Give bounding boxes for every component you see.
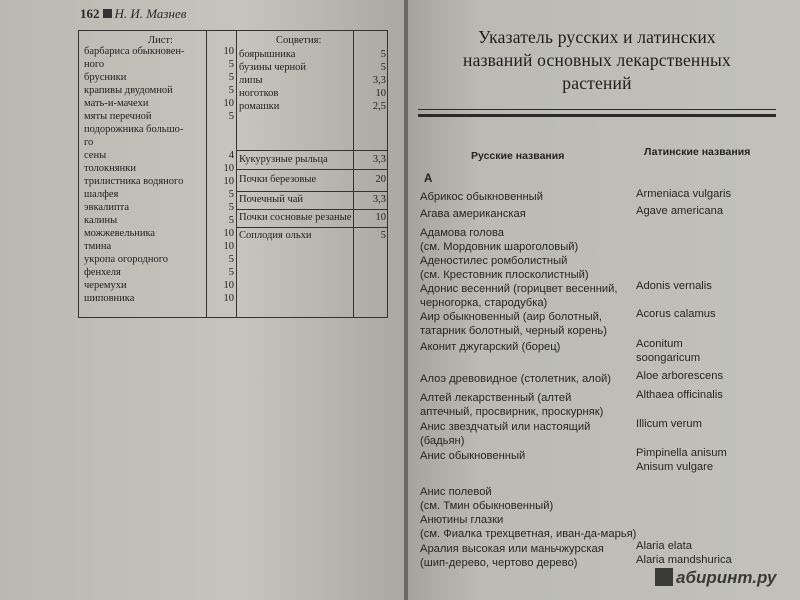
leaves-header: Лист:: [148, 35, 173, 46]
latin-name: Aconitum: [636, 338, 683, 350]
leaf-name: мать-и-мачехи: [84, 98, 149, 109]
russian-name: Анис обыкновенный: [420, 450, 526, 462]
russian-name: Аир обыкновенный (аир болотный,: [420, 311, 603, 323]
russian-name: Аралия высокая или маньчжурская: [420, 543, 604, 555]
latin-name: Acorus calamus: [636, 308, 716, 320]
leaf-value: 5: [228, 59, 234, 70]
author-name: Н. И. Мазнев: [114, 6, 187, 21]
russian-name: Алоэ древовидное (столетник, алой): [420, 373, 612, 385]
title-line: растений: [562, 73, 632, 93]
title-line: названий основных лекарственных: [463, 50, 731, 70]
latin-name: Anisum vulgare: [636, 461, 714, 473]
component-value: 20: [375, 174, 386, 185]
component-name: Соплодия ольхи: [239, 230, 312, 241]
russian-name: (шип-дерево, чертово дерево): [420, 557, 578, 569]
inflorescence-value: 5: [380, 49, 386, 60]
leaf-name: барбариса обыкновен-: [84, 46, 185, 57]
russian-name: черногорка, стародубка): [420, 297, 548, 309]
leaf-value: 5: [228, 111, 234, 122]
russian-name: Анис полевой: [420, 486, 492, 498]
leaf-value: 10: [223, 46, 234, 57]
inflorescence-value: 3,3: [372, 75, 386, 86]
leaf-value: 5: [228, 72, 234, 83]
leaf-name: ного: [84, 59, 105, 70]
labirint-logo-icon: [655, 568, 673, 586]
leaf-value: 10: [223, 228, 234, 239]
component-name: Почки березовые: [239, 174, 317, 185]
leaf-value: 10: [223, 176, 234, 187]
leaf-value: 10: [223, 241, 234, 252]
latin-name: Adonis vernalis: [636, 280, 712, 292]
component-value: 10: [375, 212, 386, 223]
russian-name: Анютины глазки: [420, 514, 504, 526]
section-letter: А: [424, 173, 433, 185]
component-name: Почки сосновые резаные: [239, 212, 352, 223]
latin-name: Agave americana: [636, 205, 724, 217]
russian-name: Аконит джугарский (борец): [420, 341, 561, 353]
running-head: [80, 6, 186, 22]
component-name: Кукурузные рыльца: [239, 154, 328, 165]
inflorescence-value: 5: [380, 62, 386, 73]
inflorescence-value: 2,5: [372, 101, 386, 112]
latin-name: Alaria elata: [636, 540, 692, 552]
inflorescence-name: липы: [239, 75, 263, 86]
leaf-name: сены: [84, 150, 107, 161]
russian-name: Алтей лекарственный (алтей: [420, 392, 572, 404]
watermark-text: абиринт.ру: [676, 568, 777, 587]
component-value: 3,3: [372, 154, 386, 165]
leaf-value: 10: [223, 280, 234, 291]
latin-name: Aloe arborescens: [636, 370, 724, 382]
leaf-value: 10: [223, 293, 234, 304]
inflorescence-name: ромашки: [239, 101, 280, 112]
russian-name: (бадьян): [420, 435, 465, 447]
russian-name: (см. Мордовник шароголовый): [420, 241, 579, 253]
inflorescence-name: боярышника: [239, 49, 296, 60]
russian-name: (см. Фиалка трехцветная, иван-да-марья): [420, 528, 637, 540]
leaf-name: шиповника: [84, 293, 135, 304]
russian-name: Агава американская: [420, 208, 526, 220]
index-heading-frame: [418, 8, 776, 117]
inflorescence-name: ноготков: [239, 88, 279, 99]
column-header-latin: Латинские названия: [644, 146, 751, 158]
russian-name: Анис звездчатый или настоящий: [420, 421, 591, 433]
inflorescence-header: Соцветия:: [276, 35, 322, 46]
leaf-value: 5: [228, 254, 234, 265]
leaf-name: толокнянки: [84, 163, 136, 174]
leaf-value: 10: [223, 163, 234, 174]
latin-name: soongaricum: [636, 352, 701, 364]
latin-name: Illicum verum: [636, 418, 702, 430]
inflorescence-name: бузины черной: [239, 62, 306, 73]
russian-name: (см. Тмин обыкновенный): [420, 500, 554, 512]
leaf-value: 5: [228, 189, 234, 200]
russian-name: аптечный, просвирник, проскурняк): [420, 406, 604, 418]
component-value: 3,3: [372, 194, 386, 205]
leaf-name: крапивы двудомной: [84, 85, 173, 96]
component-value: 5: [380, 230, 386, 241]
page-number: 162: [80, 6, 100, 21]
inflorescence-value: 10: [375, 88, 386, 99]
leaf-name: мяты перечной: [84, 111, 152, 122]
leaf-name: эвкалипта: [84, 202, 130, 213]
leaf-value: 5: [228, 85, 234, 96]
square-bullet-icon: [103, 9, 112, 18]
leaf-name: шалфея: [84, 189, 119, 200]
latin-name: Althaea officinalis: [636, 389, 723, 401]
latin-name: Alaria mandshurica: [636, 554, 732, 566]
leaf-value: 10: [223, 98, 234, 109]
russian-name: татарник болотный, черный корень): [420, 325, 607, 337]
leaf-name: брусники: [84, 72, 127, 83]
leaf-name: укропа огородного: [84, 254, 169, 265]
title-line: Указатель русских и латинских: [478, 27, 716, 47]
leaf-name: можжевельника: [84, 228, 156, 239]
leaf-name: черемухи: [84, 280, 127, 291]
watermark: [655, 568, 776, 588]
russian-name: Адонис весенний (горицвет весенний,: [420, 283, 618, 295]
latin-name: Pimpinella anisum: [636, 447, 727, 459]
leaf-value: 5: [228, 215, 234, 226]
leaf-name: трилистника водяного: [84, 176, 184, 187]
leaf-name: подорожника большо-: [84, 124, 184, 135]
leaf-value: 5: [228, 267, 234, 278]
russian-name: Абрикос обыкновенный: [420, 191, 543, 203]
leaf-name: го: [84, 137, 94, 148]
russian-name: Адамова голова: [420, 227, 504, 239]
leaf-name: калины: [84, 215, 118, 226]
leaf-name: тмина: [84, 241, 112, 252]
column-header-russian: Русские названия: [471, 150, 565, 162]
leaf-value: 4: [228, 150, 234, 161]
russian-name: Аденостилес ромболистный: [420, 255, 568, 267]
leaf-value: 5: [228, 202, 234, 213]
latin-name: Armeniaca vulgaris: [636, 188, 732, 200]
russian-name: (см. Крестовник плосколистный): [420, 269, 589, 281]
index-title: [418, 26, 776, 95]
leaf-name: фенхеля: [84, 267, 121, 278]
component-name: Почечный чай: [239, 194, 303, 205]
